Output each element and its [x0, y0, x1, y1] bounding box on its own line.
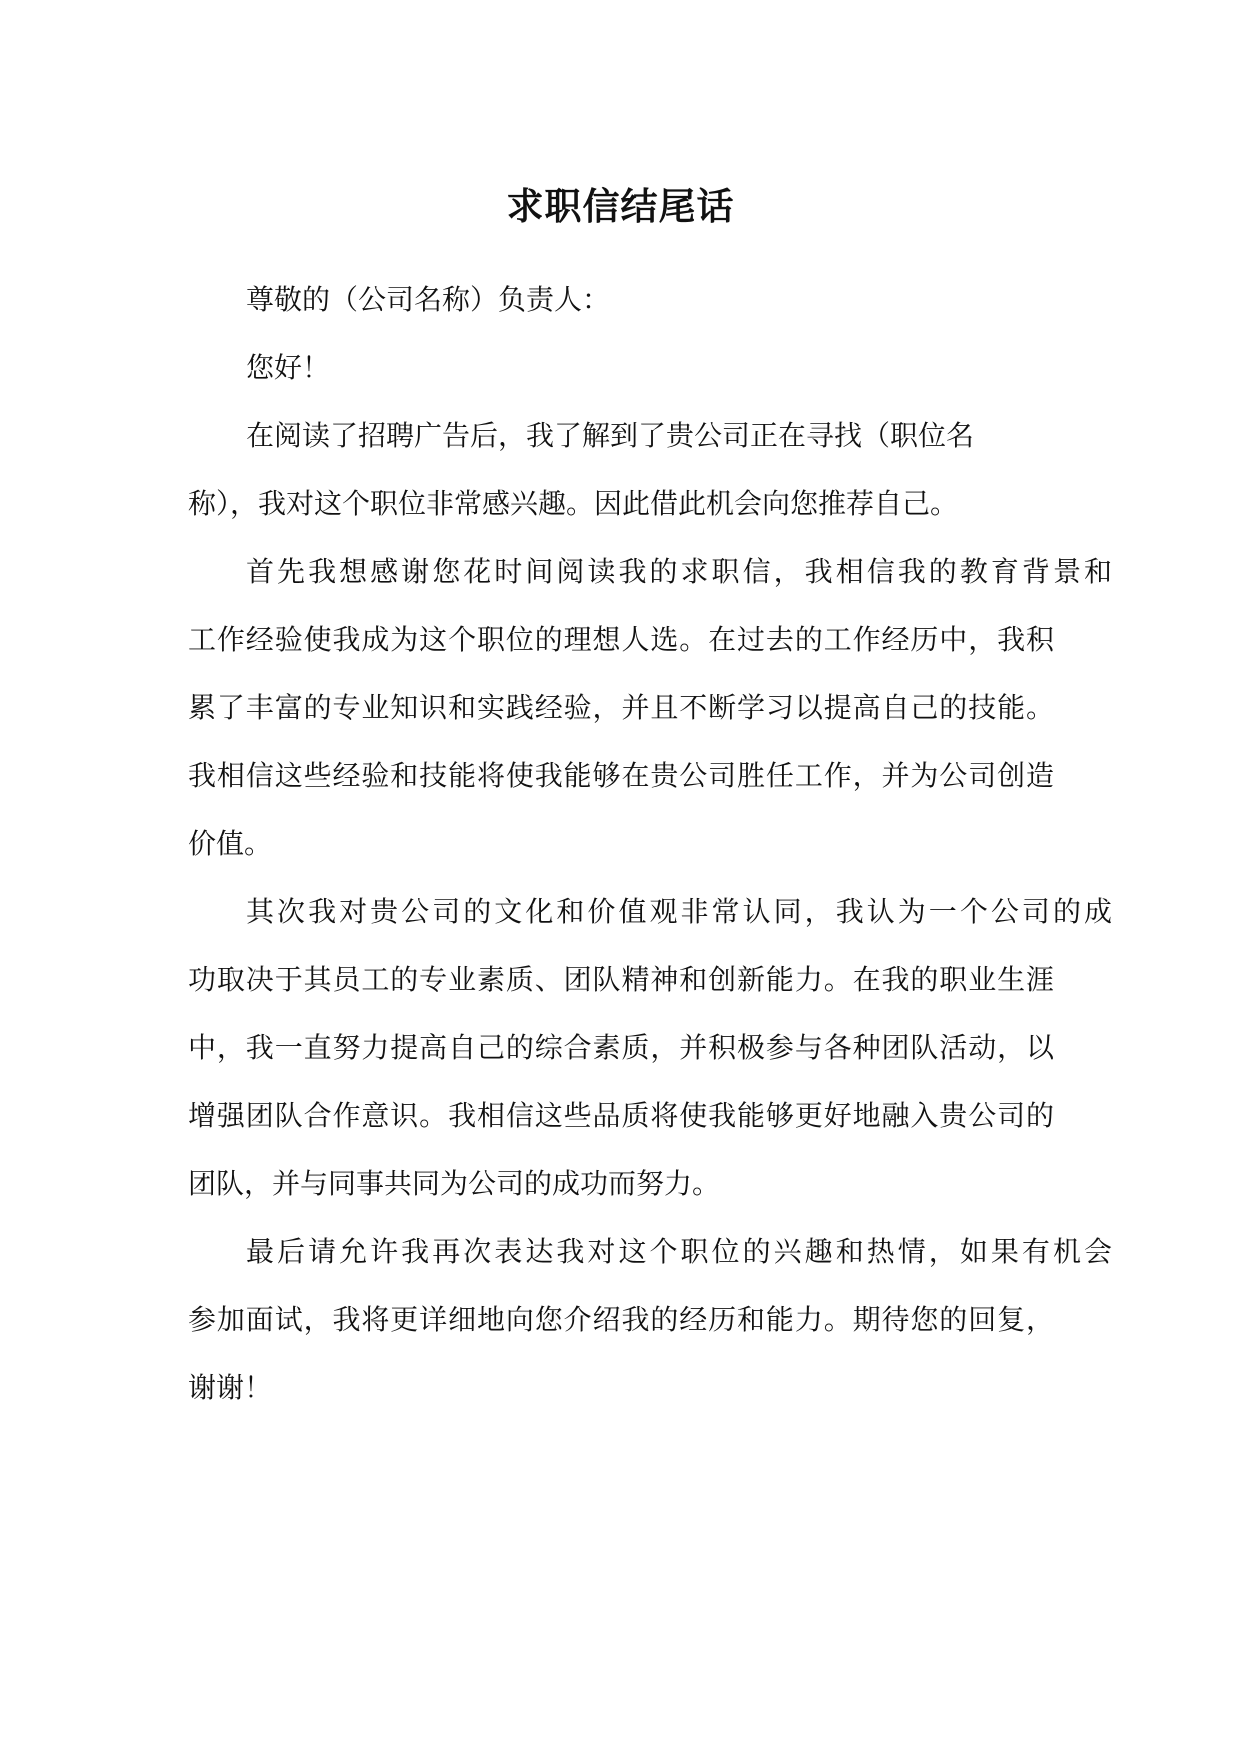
- paragraph-2-line-2: 工作经验使我成为这个职位的理想人选。在过去的工作经历中，我积: [188, 623, 1054, 656]
- greeting-line: 您好！: [246, 351, 331, 384]
- paragraph-3-line-1: 其次我对贵公司的文化和价值观非常认同，我认为一个公司的成: [246, 895, 1112, 928]
- paragraph-4-line-3: 谢谢！: [188, 1371, 273, 1404]
- paragraph-3-line-3: 中，我一直努力提高自己的综合素质，并积极参与各种团队活动，以: [188, 1031, 1054, 1064]
- paragraph-1-line-1: 在阅读了招聘广告后，我了解到了贵公司正在寻找（职位名: [246, 419, 975, 452]
- paragraph-3-line-4: 增强团队合作意识。我相信这些品质将使我能够更好地融入贵公司的: [188, 1099, 1054, 1132]
- salutation-line: 尊敬的（公司名称）负责人：: [246, 283, 611, 316]
- paragraph-4-line-2: 参加面试，我将更详细地向您介绍我的经历和能力。期待您的回复，: [188, 1303, 1054, 1336]
- paragraph-2-line-5: 价值。: [188, 827, 273, 860]
- document-title: 求职信结尾话: [506, 184, 735, 228]
- paragraph-1-line-2: 称），我对这个职位非常感兴趣。因此借此机会向您推荐自己。: [188, 487, 959, 520]
- paragraph-2-line-3: 累了丰富的专业知识和实践经验，并且不断学习以提高自己的技能。: [188, 691, 1054, 724]
- paragraph-2-line-1: 首先我想感谢您花时间阅读我的求职信，我相信我的教育背景和: [246, 555, 1112, 588]
- paragraph-3-line-5: 团队，并与同事共同为公司的成功而努力。: [188, 1167, 721, 1200]
- paragraph-4-line-1: 最后请允许我再次表达我对这个职位的兴趣和热情，如果有机会: [246, 1235, 1112, 1268]
- paragraph-3-line-2: 功取决于其员工的专业素质、团队精神和创新能力。在我的职业生涯: [188, 963, 1054, 996]
- paragraph-2-line-4: 我相信这些经验和技能将使我能够在贵公司胜任工作，并为公司创造: [188, 759, 1054, 792]
